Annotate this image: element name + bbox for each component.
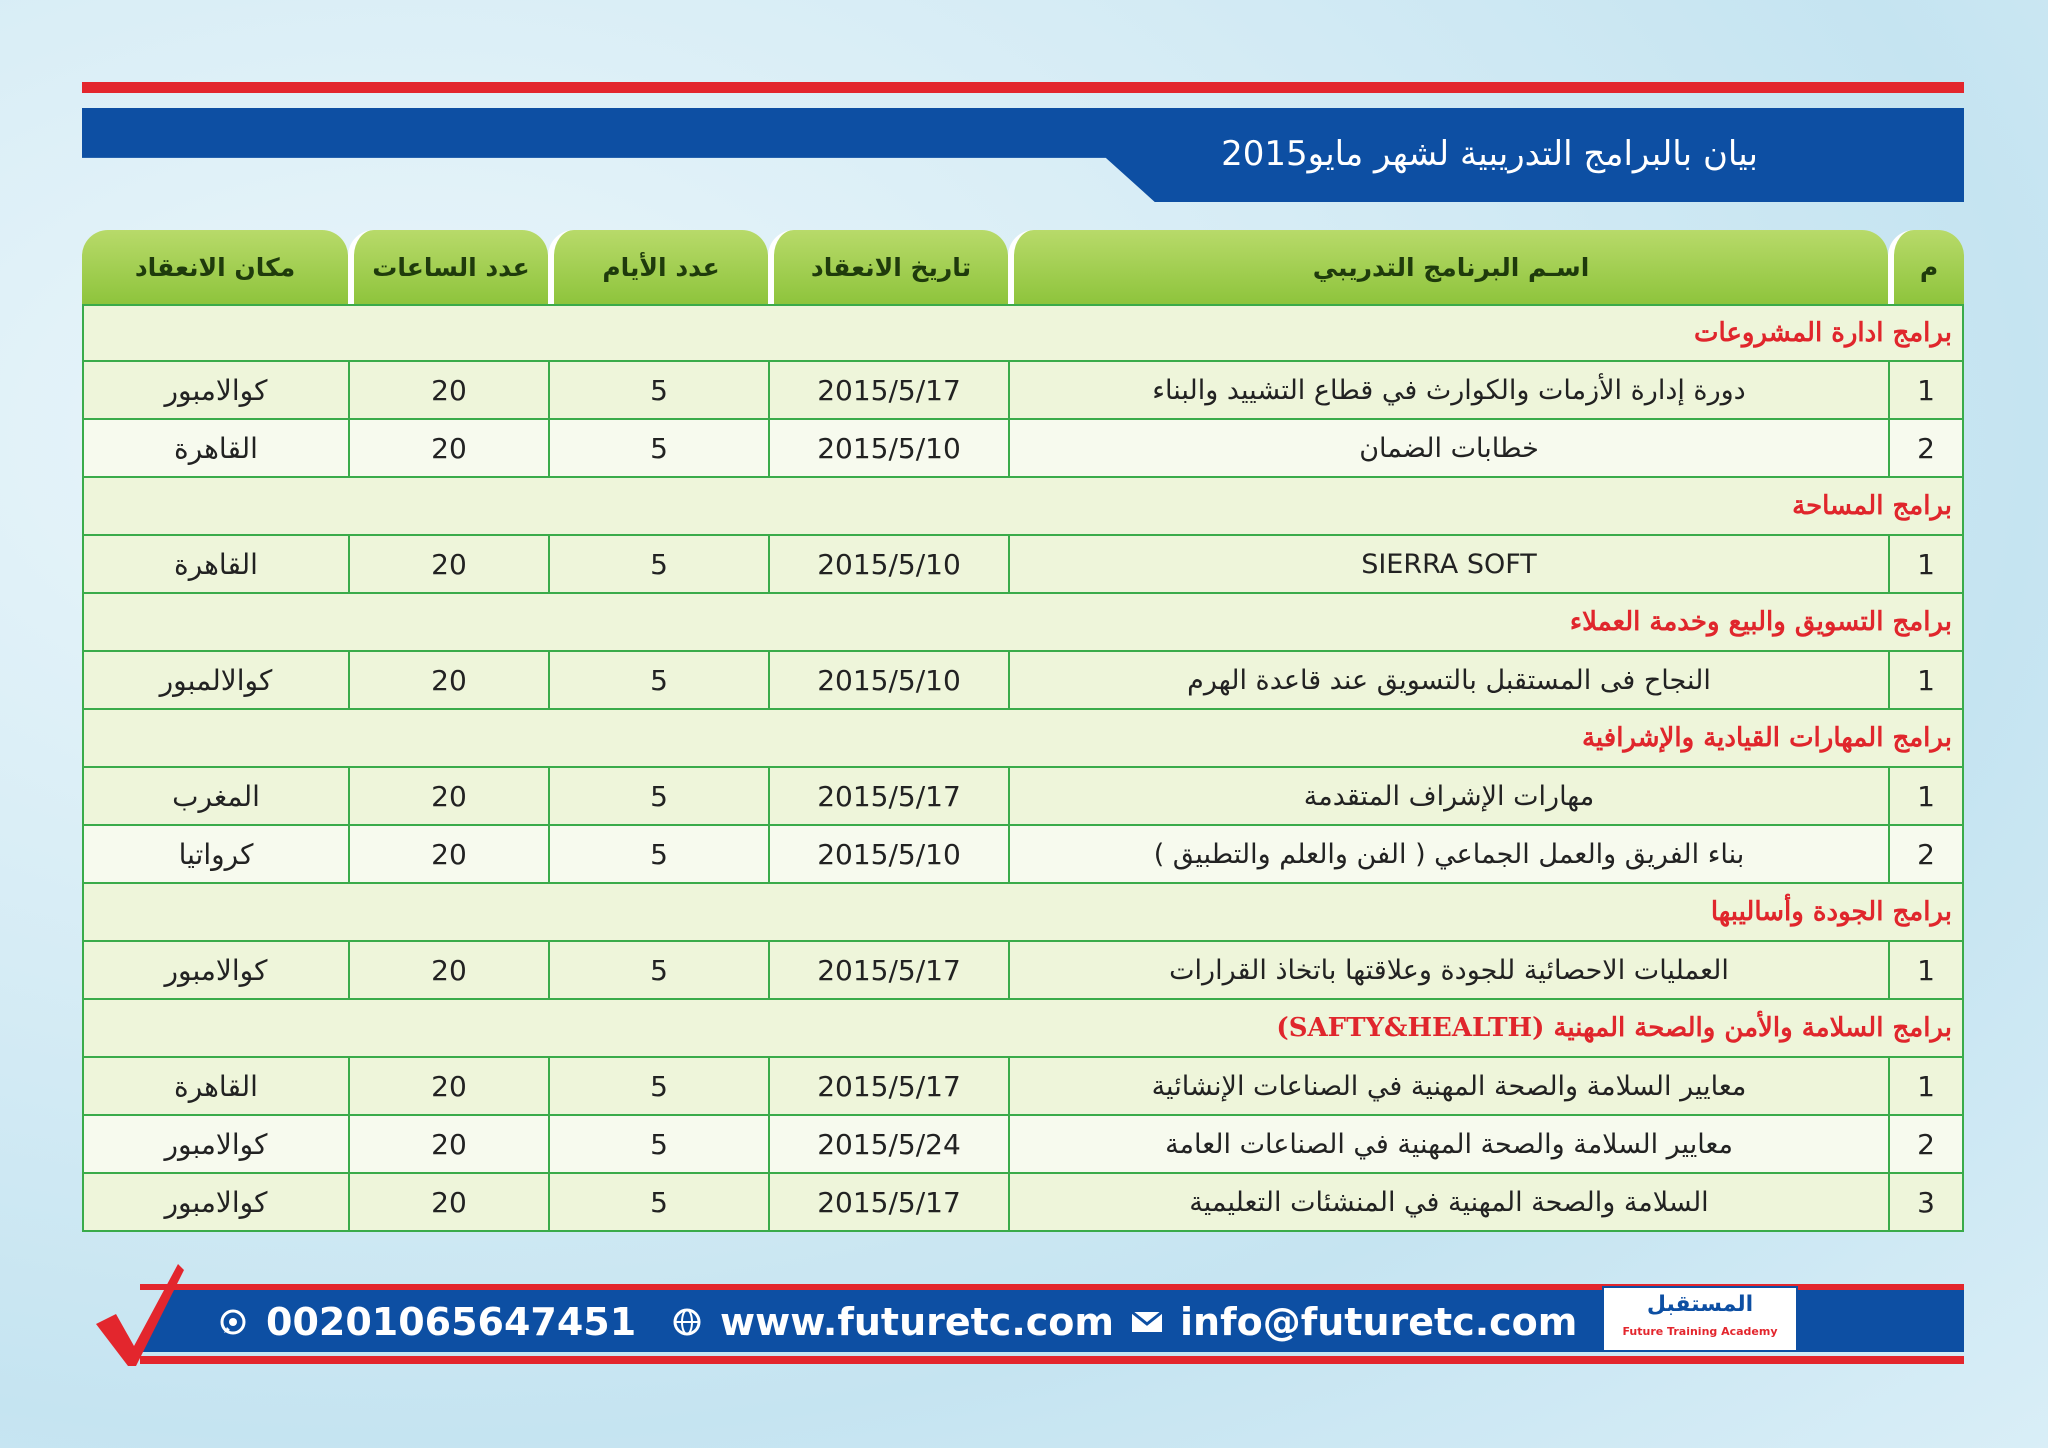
- column-header-place: مكان الانعقاد: [82, 230, 348, 304]
- row-number: 1: [1888, 536, 1964, 594]
- page-title: بيان بالبرامج التدريبية لشهر مايو2015: [1221, 134, 1758, 174]
- category-title: برامج ادارة المشروعات: [82, 304, 1964, 362]
- table-row: [82, 652, 1964, 710]
- program-hours: 20: [348, 826, 548, 884]
- row-number: 1: [1888, 362, 1964, 420]
- program-hours: 20: [348, 652, 548, 710]
- program-hours: 20: [348, 420, 548, 478]
- column-header-num: م: [1888, 230, 1964, 304]
- column-header-hours: عدد الساعات: [348, 230, 548, 304]
- row-number: 1: [1888, 942, 1964, 1000]
- program-days: 5: [548, 1174, 768, 1232]
- phone-number: 00201065647451: [266, 1300, 637, 1344]
- program-hours: 20: [348, 1174, 548, 1232]
- program-name: دورة إدارة الأزمات والكوارث في قطاع التشييد والبناء: [1008, 362, 1888, 420]
- program-place: القاهرة: [82, 1058, 348, 1116]
- program-hours: 20: [348, 1116, 548, 1174]
- program-place: القاهرة: [82, 536, 348, 594]
- row-number: 1: [1888, 768, 1964, 826]
- program-name: معايير السلامة والصحة المهنية في الصناعات العامة: [1008, 1116, 1888, 1174]
- email-link: info@futuretc.com: [1180, 1300, 1578, 1344]
- program-hours: 20: [348, 768, 548, 826]
- program-date: 2015/5/24: [768, 1116, 1008, 1174]
- program-date: 2015/5/10: [768, 652, 1008, 710]
- program-days: 5: [548, 420, 768, 478]
- column-header-name: اسـم البرنامج التدريبي: [1008, 230, 1888, 304]
- program-date: 2015/5/17: [768, 1058, 1008, 1116]
- checkmark-icon: [94, 1262, 186, 1368]
- program-place: كوالامبور: [82, 1174, 348, 1232]
- row-number: 2: [1888, 1116, 1964, 1174]
- row-number: 1: [1888, 1058, 1964, 1116]
- category-row: [82, 1000, 1964, 1058]
- program-place: كوالامبور: [82, 942, 348, 1000]
- top-red-stripe: [82, 82, 1964, 93]
- program-name: مهارات الإشراف المتقدمة: [1008, 768, 1888, 826]
- category-title: برامج المساحة: [82, 478, 1964, 536]
- program-name: بناء الفريق والعمل الجماعي ( الفن والعلم والتطبيق ): [1008, 826, 1888, 884]
- program-place: كوالامبور: [82, 1116, 348, 1174]
- website-link: www.futuretc.com: [720, 1300, 1114, 1344]
- program-place: المغرب: [82, 768, 348, 826]
- table-row: [82, 362, 1964, 420]
- program-days: 5: [548, 362, 768, 420]
- globe-icon: [670, 1305, 704, 1339]
- category-title: برامج الجودة وأساليبها: [82, 884, 1964, 942]
- table-row: [82, 1174, 1964, 1232]
- whatsapp-icon: [216, 1305, 250, 1339]
- program-place: كرواتيا: [82, 826, 348, 884]
- program-days: 5: [548, 826, 768, 884]
- program-name: معايير السلامة والصحة المهنية في الصناعات الإنشائية: [1008, 1058, 1888, 1116]
- program-hours: 20: [348, 942, 548, 1000]
- column-header-date: تاريخ الانعقاد: [768, 230, 1008, 304]
- programs-table: [82, 230, 1964, 1232]
- category-title: برامج المهارات القيادية والإشرافية: [82, 710, 1964, 768]
- program-date: 2015/5/10: [768, 536, 1008, 594]
- program-name: السلامة والصحة المهنية في المنشئات التعليمية: [1008, 1174, 1888, 1232]
- row-number: 1: [1888, 652, 1964, 710]
- program-place: القاهرة: [82, 420, 348, 478]
- program-name: SIERRA SOFT: [1008, 536, 1888, 594]
- table-row: [82, 768, 1964, 826]
- table-header-row: [82, 230, 1964, 304]
- row-number: 3: [1888, 1174, 1964, 1232]
- program-date: 2015/5/17: [768, 942, 1008, 1000]
- category-row: [82, 478, 1964, 536]
- program-date: 2015/5/10: [768, 420, 1008, 478]
- table-row: [82, 1058, 1964, 1116]
- table-row: [82, 536, 1964, 594]
- program-days: 5: [548, 1058, 768, 1116]
- program-hours: 20: [348, 1058, 548, 1116]
- program-date: 2015/5/17: [768, 362, 1008, 420]
- row-number: 2: [1888, 420, 1964, 478]
- category-title: برامج التسويق والبيع وخدمة العملاء: [82, 594, 1964, 652]
- table-row: [82, 942, 1964, 1000]
- program-days: 5: [548, 768, 768, 826]
- program-place: كوالالمبور: [82, 652, 348, 710]
- table-row: [82, 1116, 1964, 1174]
- program-hours: 20: [348, 362, 548, 420]
- website-contact[interactable]: [670, 1298, 1114, 1346]
- row-number: 2: [1888, 826, 1964, 884]
- column-header-days: عدد الأيام: [548, 230, 768, 304]
- category-title: برامج السلامة والأمن والصحة المهنية (SAFTY&HEALTH): [82, 1000, 1964, 1058]
- program-days: 5: [548, 1116, 768, 1174]
- academy-logo: [1602, 1286, 1798, 1352]
- program-date: 2015/5/17: [768, 1174, 1008, 1232]
- program-date: 2015/5/17: [768, 768, 1008, 826]
- category-row: [82, 710, 1964, 768]
- phone-contact[interactable]: [216, 1298, 636, 1346]
- email-contact[interactable]: [1130, 1298, 1577, 1346]
- table-row: [82, 420, 1964, 478]
- program-date: 2015/5/10: [768, 826, 1008, 884]
- table-body: [82, 304, 1964, 1232]
- category-row: [82, 594, 1964, 652]
- program-days: 5: [548, 942, 768, 1000]
- logo-english-text: Future Training Academy: [1622, 1325, 1778, 1338]
- program-name: خطابات الضمان: [1008, 420, 1888, 478]
- program-days: 5: [548, 536, 768, 594]
- mail-icon: [1130, 1305, 1164, 1339]
- category-row: [82, 304, 1964, 362]
- program-name: النجاح فى المستقبل بالتسويق عند قاعدة الهرم: [1008, 652, 1888, 710]
- category-row: [82, 884, 1964, 942]
- table-row: [82, 826, 1964, 884]
- program-hours: 20: [348, 536, 548, 594]
- program-name: العمليات الاحصائية للجودة وعلاقتها باتخاذ القرارات: [1008, 942, 1888, 1000]
- footer-red-stripe-bottom: [140, 1356, 1964, 1364]
- program-place: كوالامبور: [82, 362, 348, 420]
- logo-arabic-text: المستقبل: [1646, 1292, 1754, 1317]
- program-days: 5: [548, 652, 768, 710]
